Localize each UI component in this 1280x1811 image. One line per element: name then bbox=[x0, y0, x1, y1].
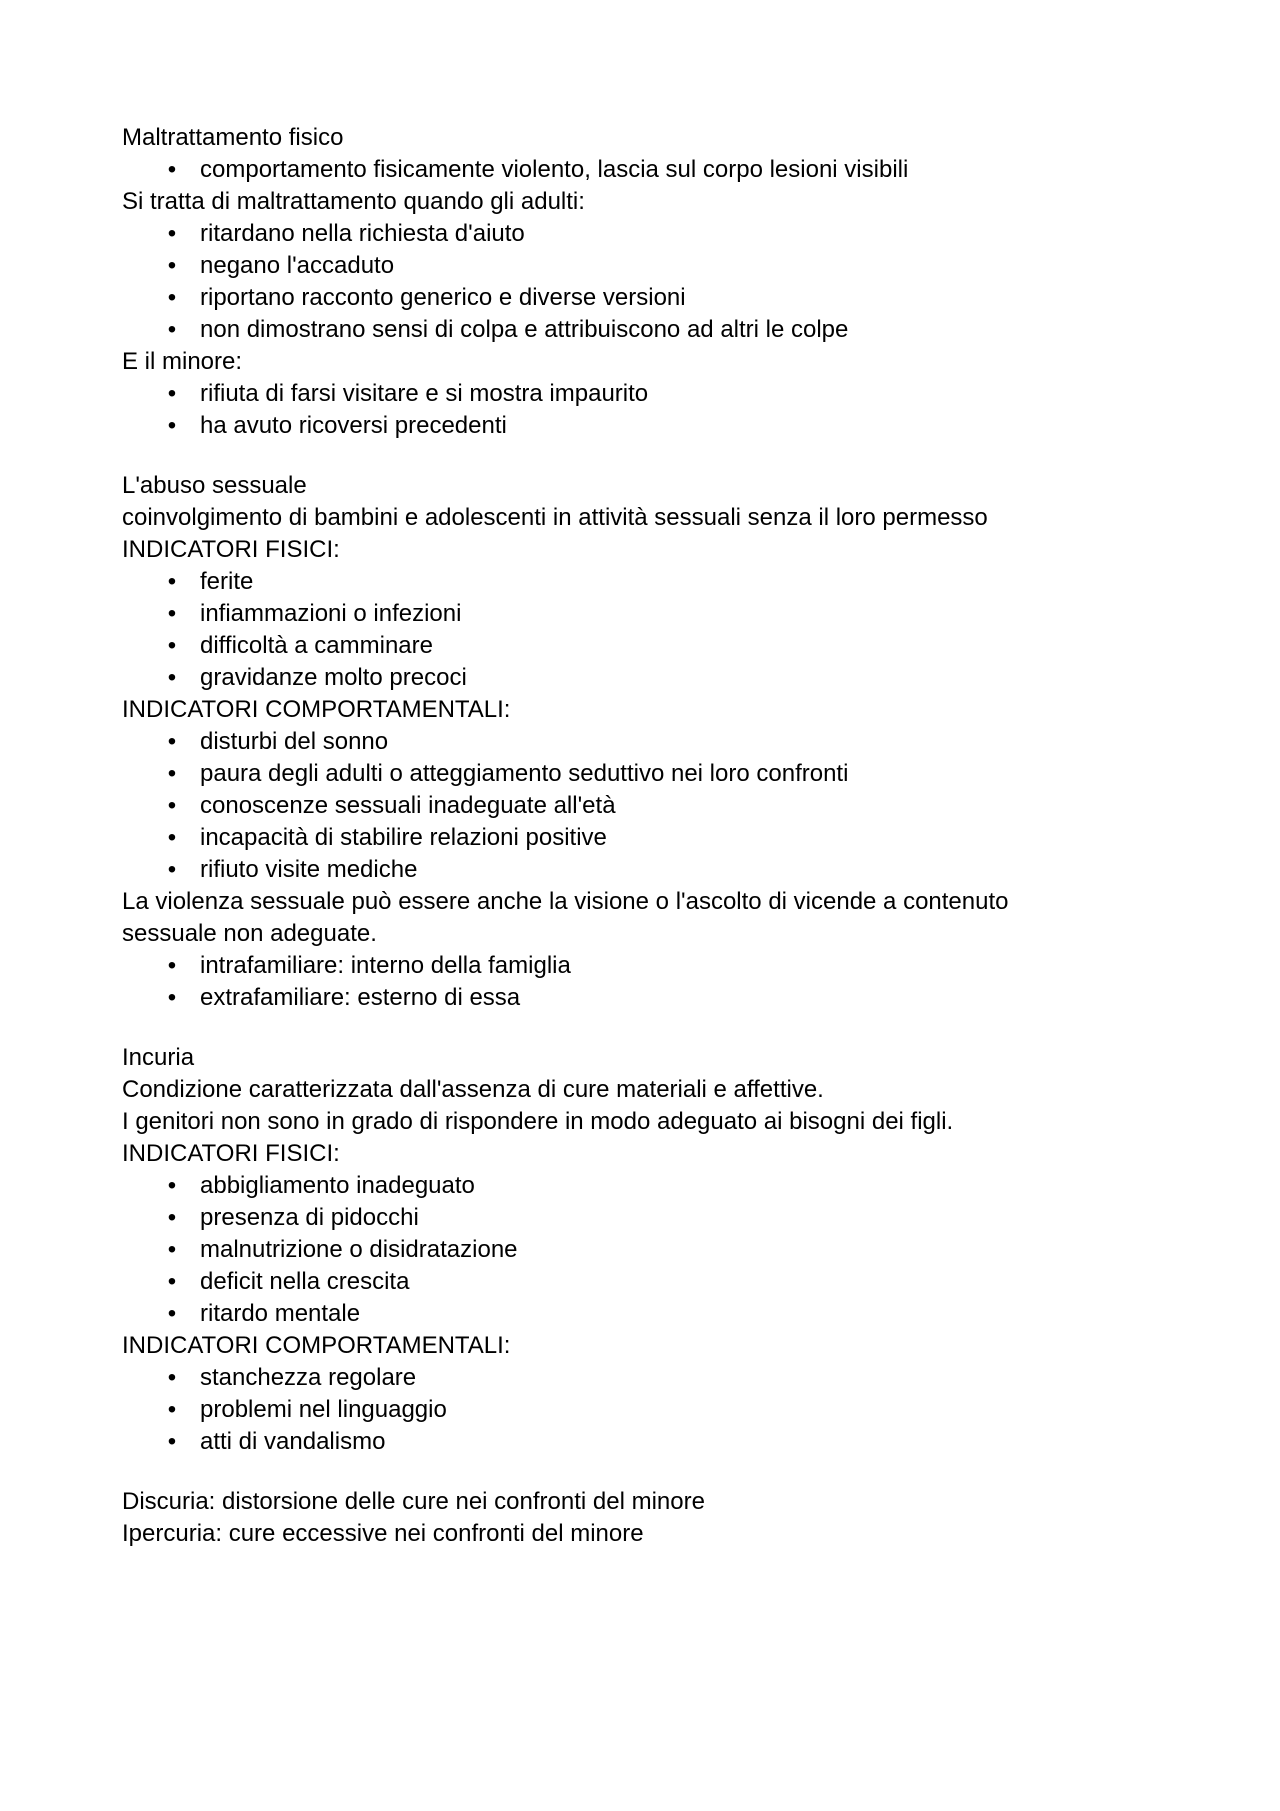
list-item: • abbigliamento inadeguato bbox=[122, 1170, 1162, 1202]
bullet-icon: • bbox=[167, 632, 177, 659]
sub-heading: E il minore: bbox=[122, 348, 243, 375]
list-item: • ritardano nella richiesta d'aiuto bbox=[122, 218, 1162, 250]
list-item: • problemi nel linguaggio bbox=[122, 1394, 1162, 1426]
list-item: • ha avuto ricoversi precedenti bbox=[122, 410, 1162, 442]
bullet-icon: • bbox=[167, 792, 177, 819]
section-incuria bbox=[122, 1042, 1162, 1458]
bullet-icon: • bbox=[167, 856, 177, 883]
list-item: • malnutrizione o disidratazione bbox=[122, 1234, 1162, 1266]
bullet-list bbox=[122, 218, 1162, 346]
bullet-icon: • bbox=[167, 1300, 177, 1327]
bullet-icon: • bbox=[167, 664, 177, 691]
bullet-icon: • bbox=[167, 284, 177, 311]
bullet-icon: • bbox=[167, 1428, 177, 1455]
bullet-list bbox=[122, 726, 1162, 886]
list-item: • stanchezza regolare bbox=[122, 1362, 1162, 1394]
list-item: • rifiuto visite mediche bbox=[122, 854, 1162, 886]
sub-heading: INDICATORI FISICI: bbox=[122, 1140, 340, 1167]
list-item: • incapacità di stabilire relazioni positive bbox=[122, 822, 1162, 854]
section-definition: I genitori non sono in grado di rispondere in modo adeguato ai bisogni dei figli. bbox=[122, 1108, 954, 1135]
paragraph-line: sessuale non adeguate. bbox=[122, 920, 377, 947]
bullet-icon: • bbox=[167, 1396, 177, 1423]
bullet-list bbox=[122, 154, 1162, 186]
section-spacer bbox=[122, 442, 1162, 470]
bullet-icon: • bbox=[167, 1236, 177, 1263]
list-item: • intrafamiliare: interno della famiglia bbox=[122, 950, 1162, 982]
sub-heading: INDICATORI FISICI: bbox=[122, 536, 340, 563]
bullet-list bbox=[122, 1362, 1162, 1458]
bullet-icon: • bbox=[167, 600, 177, 627]
section-definition: coinvolgimento di bambini e adolescenti in attività sessuali senza il loro permesso bbox=[122, 504, 988, 531]
bullet-icon: • bbox=[167, 156, 177, 183]
list-item: • ferite bbox=[122, 566, 1162, 598]
bullet-icon: • bbox=[167, 1172, 177, 1199]
list-item: • riportano racconto generico e diverse versioni bbox=[122, 282, 1162, 314]
sub-heading: Si tratta di maltrattamento quando gli adulti: bbox=[122, 188, 585, 215]
bullet-icon: • bbox=[167, 220, 177, 247]
list-item: • infiammazioni o infezioni bbox=[122, 598, 1162, 630]
bullet-icon: • bbox=[167, 952, 177, 979]
list-item: • negano l'accaduto bbox=[122, 250, 1162, 282]
document-page bbox=[122, 122, 1162, 1550]
bullet-icon: • bbox=[167, 760, 177, 787]
section-definition: Condizione caratterizzata dall'assenza di cure materiali e affettive. bbox=[122, 1076, 824, 1103]
section-abuso-sessuale bbox=[122, 470, 1162, 1014]
list-item: • paura degli adulti o atteggiamento seduttivo nei loro confronti bbox=[122, 758, 1162, 790]
bullet-list bbox=[122, 378, 1162, 442]
list-item: • gravidanze molto precoci bbox=[122, 662, 1162, 694]
bullet-list bbox=[122, 950, 1162, 1014]
bullet-list bbox=[122, 566, 1162, 694]
paragraph-line: La violenza sessuale può essere anche la visione o l'ascolto di vicende a contenuto bbox=[122, 888, 1009, 915]
list-item: • presenza di pidocchi bbox=[122, 1202, 1162, 1234]
bullet-icon: • bbox=[167, 728, 177, 755]
sub-heading: INDICATORI COMPORTAMENTALI: bbox=[122, 1332, 511, 1359]
definition-discuria: Discuria: distorsione delle cure nei confronti del minore bbox=[122, 1488, 705, 1515]
bullet-icon: • bbox=[167, 1364, 177, 1391]
bullet-icon: • bbox=[167, 824, 177, 851]
list-item: • disturbi del sonno bbox=[122, 726, 1162, 758]
bullet-icon: • bbox=[167, 412, 177, 439]
list-item: • deficit nella crescita bbox=[122, 1266, 1162, 1298]
list-item: • comportamento fisicamente violento, lascia sul corpo lesioni visibili bbox=[122, 154, 1162, 186]
sub-heading: INDICATORI COMPORTAMENTALI: bbox=[122, 696, 511, 723]
section-title: Incuria bbox=[122, 1044, 195, 1071]
list-item: • rifiuta di farsi visitare e si mostra impaurito bbox=[122, 378, 1162, 410]
section-title: L'abuso sessuale bbox=[122, 472, 307, 499]
section-spacer bbox=[122, 1458, 1162, 1486]
definition-ipercuria: Ipercuria: cure eccessive nei confronti del minore bbox=[122, 1520, 644, 1547]
list-item: • atti di vandalismo bbox=[122, 1426, 1162, 1458]
bullet-icon: • bbox=[167, 984, 177, 1011]
list-item: • extrafamiliare: esterno di essa bbox=[122, 982, 1162, 1014]
list-item: • conoscenze sessuali inadeguate all'età bbox=[122, 790, 1162, 822]
bullet-icon: • bbox=[167, 316, 177, 343]
bullet-icon: • bbox=[167, 1204, 177, 1231]
bullet-icon: • bbox=[167, 568, 177, 595]
bullet-icon: • bbox=[167, 252, 177, 279]
list-item: • non dimostrano sensi di colpa e attribuiscono ad altri le colpe bbox=[122, 314, 1162, 346]
section-spacer bbox=[122, 1014, 1162, 1042]
list-item: • difficoltà a camminare bbox=[122, 630, 1162, 662]
list-item: • ritardo mentale bbox=[122, 1298, 1162, 1330]
bullet-icon: • bbox=[167, 1268, 177, 1295]
section-maltrattamento-fisico bbox=[122, 122, 1162, 442]
bullet-icon: • bbox=[167, 380, 177, 407]
section-title: Maltrattamento fisico bbox=[122, 124, 344, 151]
section-altre-definizioni bbox=[122, 1486, 1162, 1550]
bullet-list bbox=[122, 1170, 1162, 1330]
